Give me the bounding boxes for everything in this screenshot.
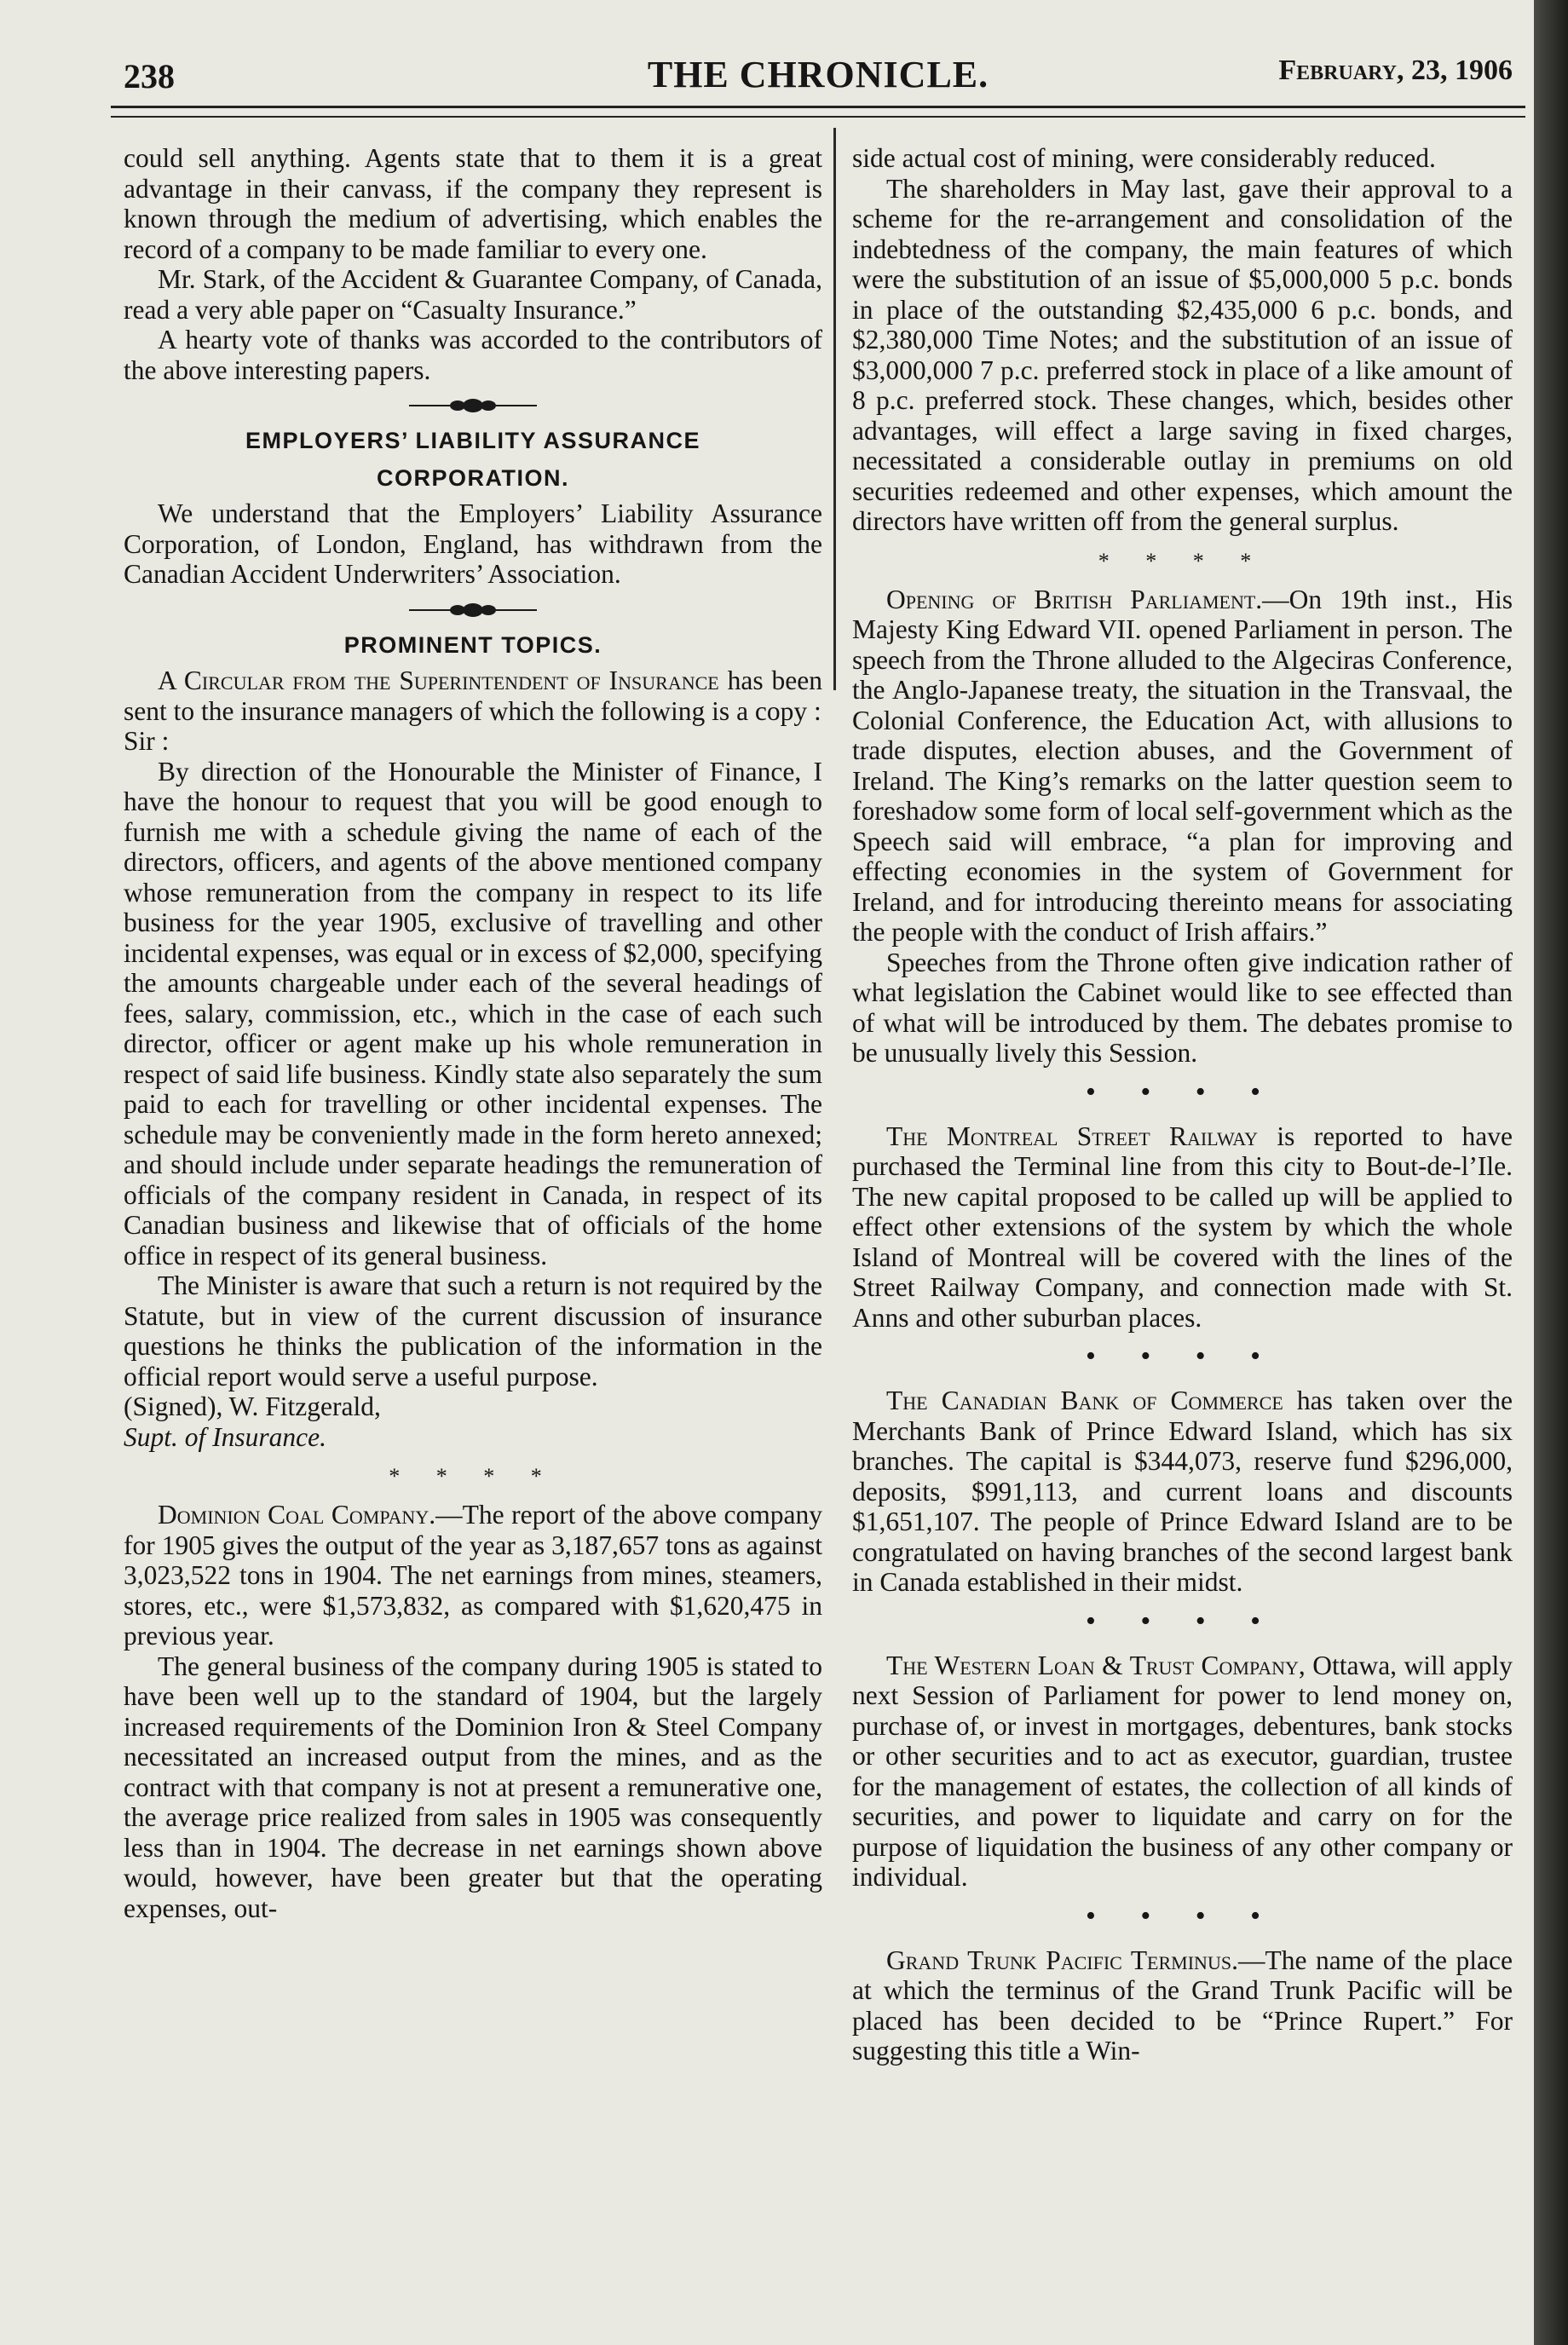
parliament-rest: —On 19th inst., His Majesty King Edward VII. opened Parliament in person. The speech from the Throne alluded to the Algeciras Conference, the Anglo-Japanese treaty, the situation in the Transvaal, the Colonial Conference, the Education Act, with allusions to trade disputes, election abuses, and the Government of Ireland. The King’s remarks on the latter question seem to foreshadow some form of local self-government which as the Speech said will embrace, “a plan for improving and effecting economies in the system of Government for Ireland, and for introducing thereinto means for associating the people with the conduct of Irish affairs.” [852, 584, 1513, 947]
paragraph-continuation-right: side actual cost of mining, were considerably reduced. [852, 143, 1436, 173]
paragraph-commerce [852, 1386, 1513, 1598]
page-header [124, 48, 1513, 99]
western-lead: The Western Loan & Trust Company, [886, 1650, 1306, 1680]
left-column [124, 143, 822, 1923]
paragraph-shareholders: The shareholders in May last, gave their approval to a scheme for the re-arrangement and consolidation of the indebtedness of the company, the main features of which were the substitution of an issue of $5,000,000 5 p.c. bonds in place of the outstanding $2,435,000 6 p.c. bonds, and $2,380,000 Time Notes; and the substitution of an issue of $3,000,000 7 p.c. preferred stock in place of a like amount of 8 p.c. preferred stock. These changes, which, besides other advantages, will effect a large saving in fixed charges, necessitated a considerable outlay in premiums on old securities redeemed and other expenses, which amount the directors have written off from the general surplus. [852, 173, 1513, 536]
montreal-lead: The Montreal Street Railway [886, 1121, 1259, 1151]
employers-heading-2: CORPORATION. [377, 464, 569, 491]
dominion-lead: Dominion Coal Company. [158, 1500, 436, 1530]
header-rule-thin [111, 116, 1525, 118]
issue-date: February, 23, 1906 [1278, 55, 1513, 86]
paragraph-minister: The Minister is aware that such a return is not required by the Statute, but in view of the current discussion of insurance questions he thinks the publication of the information in the official report would serve a useful purpose. [124, 1270, 822, 1391]
circular-lead: A Circular from the Superintendent of Insurance [158, 665, 719, 695]
signature: (Signed), W. Fitzgerald, [124, 1391, 381, 1421]
signature-title: Supt. of Insurance. [124, 1421, 326, 1452]
paragraph-direction: By direction of the Honourable the Minister of Finance, I have the honour to request that you will be good enough to furnish me with a schedule giving the name of each of the directors, officers, and agents of the above mentioned company whose remuneration from the company in respect to its life business for the year 1905, exclusive of travelling and other incidental expenses, was equal or in excess of $2,000, specifying the amounts chargeable under each of the several headings of fees, salary, commission, etc., which in the case of each such director, officer or agent make up his whole remuneration in respect of said life business. Kindly state also separately the sum paid to each for travelling or other incidental expenses. The schedule may be conveniently made in the form hereto annexed; and should include under separate headings the remuneration of officials of the company resident in Canada, in respect of its Canadian business and likewise that of officials of the home office in respect of its general business. [124, 756, 822, 1270]
paragraph-dominion-coal [124, 1500, 822, 1651]
prominent-topics-heading: PROMINENT TOPICS. [343, 631, 602, 658]
paragraph-thanks: A hearty vote of thanks was accorded to the contributors of the above interesting papers. [124, 325, 822, 385]
paragraph-western-loan [852, 1651, 1513, 1893]
paragraph-montreal [852, 1121, 1513, 1334]
paragraph-general-business: The general business of the company during 1905 is stated to have been well up to the standard of 1904, but the largely increased requirements of the Dominion Iron & Steel Company necessitated an increased output from the mines, and as the contract with that company is not at present a remunerative one, the average price realized from sales in 1905 was consequently less than in 1904. The decrease in net earnings shown above would, however, have been greater but that the operating expenses, out- [124, 1651, 822, 1923]
page-edge-shadow [1534, 0, 1568, 2345]
dot-separator: • • • • [1085, 1605, 1280, 1637]
dominion-rest: —The report of the above company for 1905 gives the output of the year as 3,187,657 tons as against 3,023,522 tons in 1904. The net earnings from mines, steamers, stores, etc., were $1,573,832, as compared with $1,620,475 in previous year. [124, 1500, 823, 1651]
paragraph-continuation: could sell anything. Agents state that to them it is a great advantage in their canvass, if the company they represent is known through the medium of advertising, which enables the record of a company to be made familiar to every one. [124, 143, 822, 264]
commerce-lead: The Canadian Bank of Commerce [886, 1386, 1283, 1415]
employers-heading: EMPLOYERS’ LIABILITY ASSURANCE [245, 428, 701, 453]
paragraph-speeches: Speeches from the Throne often give indication rather of what legislation the Cabinet would like to see effected than of what will be introduced by them. The debates promise to be unusually lively this Session. [852, 947, 1513, 1068]
section-ornament [124, 392, 822, 418]
header-rule [111, 106, 1525, 108]
page-number: 238 [124, 57, 175, 95]
star-separator: * * * * [1098, 548, 1267, 573]
paragraph-stark: Mr. Stark, of the Accident & Guarantee Company, of Canada, read a very able paper on “Casualty Insurance.” [124, 264, 822, 325]
column-divider [833, 128, 836, 690]
paragraph-circular [124, 665, 822, 726]
section-ornament [124, 596, 822, 622]
commerce-rest: has taken over the Merchants Bank of Prince Edward Island, which has six branches. The capital is $344,073, reserve fund $296,000, deposits, $991,113, and current loans and discounts $1,651,107. The people of Prince Edward Island are to be congratulated on having branches of the second largest bank in Canada established in their midst. [852, 1386, 1513, 1597]
dot-separator: • • • • [1085, 1899, 1280, 1932]
journal-title: THE CHRONICLE. [647, 54, 989, 95]
paragraph-employers: We understand that the Employers’ Liability Assurance Corporation, of London, England, has withdrawn from the Canadian Accident Underwriters’ Association. [124, 498, 822, 589]
grand-lead: Grand Trunk Pacific Terminus. [886, 1945, 1238, 1975]
dot-separator: • • • • [1085, 1075, 1280, 1108]
paragraph-grand-trunk [852, 1945, 1513, 2066]
dot-separator: • • • • [1085, 1340, 1280, 1372]
star-separator: * * * * [389, 1464, 557, 1489]
salutation: Sir : [124, 726, 170, 756]
western-rest: Ottawa, will apply next Session of Parliament for power to lend money on, purchase of, or invest in mortgages, debentures, bank stocks or other securities and to act as executor, guardian, trustee for the management of estates, the collection of all kinds of securities, and power to liquidate and carry on for the purpose of liquidation the business of any other company or individual. [852, 1650, 1513, 1892]
paragraph-parliament [852, 585, 1513, 948]
grand-rest: —The name of the place at which the terminus of the Grand Trunk Pacific will be placed has been decided to be “Prince Rupert.” For suggesting this title a Win- [852, 1945, 1513, 2066]
parliament-lead: Opening of British Parliament. [886, 584, 1263, 614]
montreal-rest: is reported to have purchased the Terminal line from this city to Bout-de-l’Ile. The new capital proposed to be called up will be applied to effect other extensions of the system by which the whole Island of Montreal will be covered with the lines of the Street Railway Company, and connection made with St. Anns and other suburban places. [852, 1121, 1513, 1333]
right-column [852, 143, 1513, 2066]
circular-rest: has been sent to the insurance managers of which the following is a copy : [124, 665, 823, 726]
